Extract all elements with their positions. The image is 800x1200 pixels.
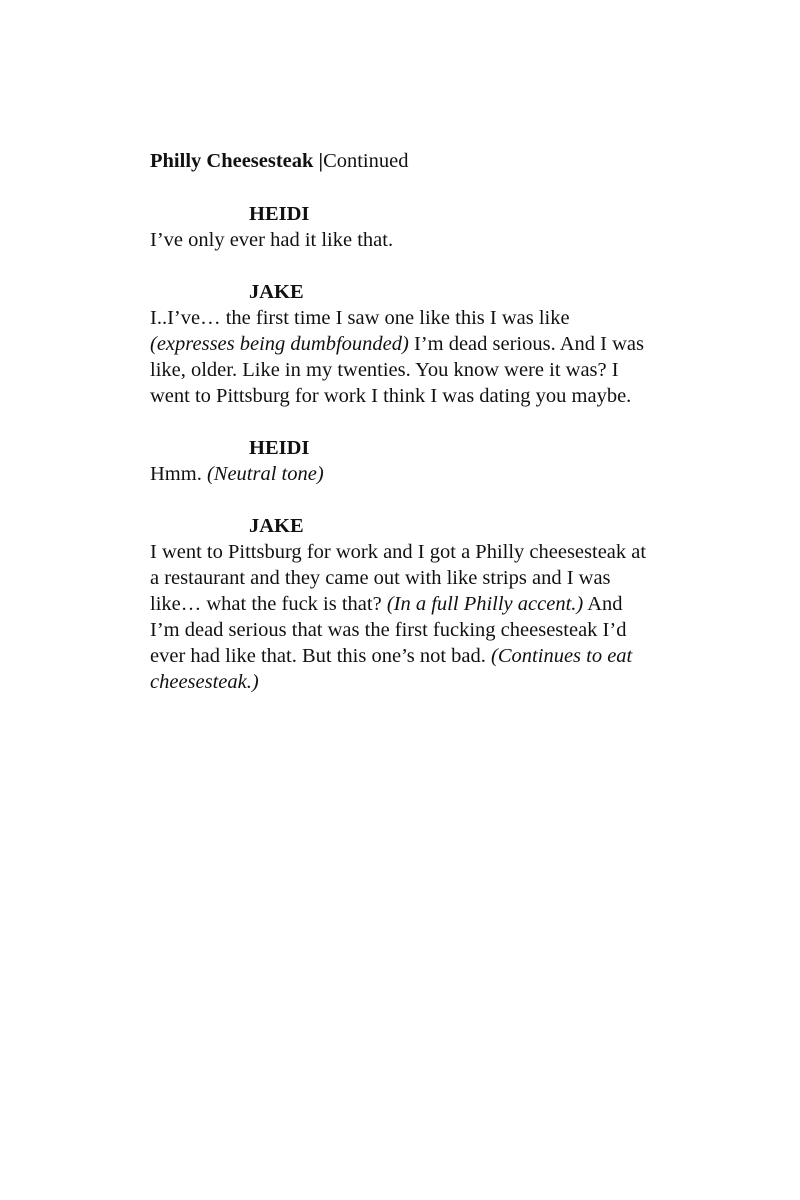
dialogue-segment: And I’m dead serious that was the first fucking cheesesteak I’d ever had like that. But this one’s not bad. [150,593,627,667]
dialogue-segment: I went to Pittsburg for work and I got a Philly cheesesteak at a restaurant and they came out with like strips and I was like… what the fuck is that? [150,541,647,615]
dialogue-block [150,513,650,695]
dialogue-segment: I..I’ve… the first time I saw one like this I was like [150,307,570,329]
stage-direction: (In a full Philly accent.) [386,593,584,615]
character-name: JAKE [249,515,304,537]
dialogue-text [150,539,650,695]
character-name: JAKE [249,281,304,303]
dialogue-segment: I’ve only ever had it like that. [150,229,394,251]
script-page [150,148,650,721]
stage-direction: (Continues to eat cheesesteak.) [150,645,633,693]
dialogue-text [150,461,650,487]
dialogue-text [150,227,650,253]
dialogue-block [150,201,650,253]
continued-label: Continued [323,150,409,172]
character-name: HEIDI [249,203,310,225]
header-separator: | [313,150,324,172]
dialogue-segment: I’m dead serious. And I was like, older. Like in my twenties. You know were it was? I went to Pittsburg for work I think I was dating you maybe. [150,333,644,407]
dialogue-block [150,435,650,487]
dialogue-text [150,305,650,409]
stage-direction: (expresses being dumbfounded) [150,333,409,355]
stage-direction: (Neutral tone) [206,463,324,485]
page-header [150,148,650,174]
character-name: HEIDI [249,437,310,459]
dialogue-block [150,279,650,409]
dialogue-segment: Hmm. [150,463,207,485]
scene-title: Philly Cheesesteak [150,150,314,172]
